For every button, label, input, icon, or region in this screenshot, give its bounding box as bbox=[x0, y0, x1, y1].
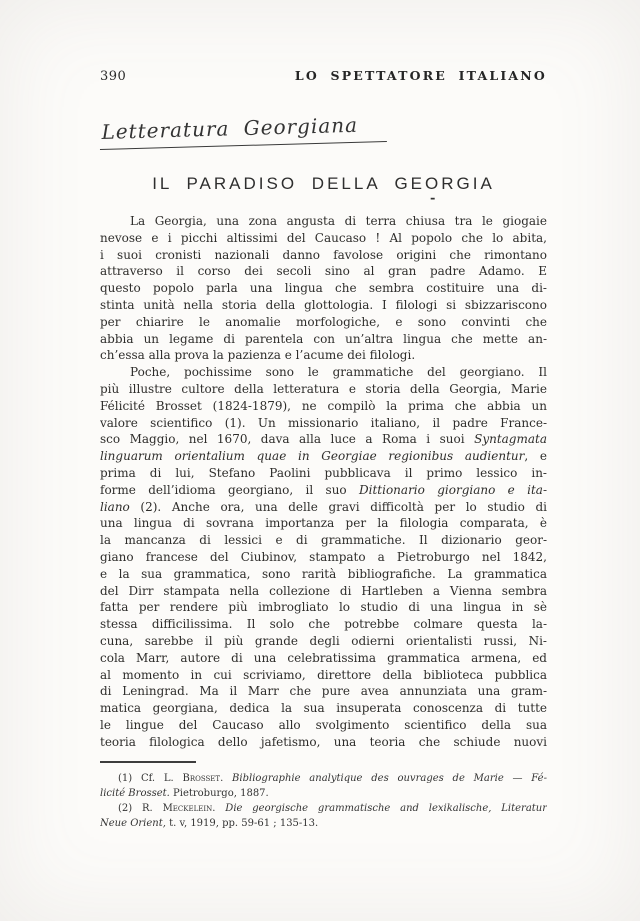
body-line bbox=[100, 633, 547, 650]
footnote bbox=[100, 801, 547, 831]
text-run: ch’essa alla prova la pazienza e l’acume dei filologi. bbox=[100, 348, 416, 363]
italic-text: Die georgische grammatische and lexikalische, Literatur bbox=[225, 802, 547, 814]
footnote-line bbox=[100, 786, 547, 801]
body-line bbox=[100, 616, 547, 633]
body-line bbox=[100, 465, 547, 482]
text-run: abbia un legame di parentela con un’altra lingua che mette an- bbox=[100, 331, 547, 346]
body-line bbox=[100, 683, 547, 700]
italic-text: Neue Orient, bbox=[100, 817, 166, 829]
text-run: sco Maggio, nel 1670, dava alla luce a Roma i suoi bbox=[100, 432, 475, 447]
text-run: , e bbox=[524, 449, 547, 464]
running-head: LO SPETTATORE ITALIANO bbox=[294, 68, 547, 83]
body-line bbox=[100, 734, 547, 751]
text-run: . bbox=[220, 772, 233, 784]
paragraph bbox=[100, 213, 547, 364]
italic-text: liano bbox=[100, 499, 130, 514]
text-run: le lingue del Caucaso allo svolgimento scientifico della sua bbox=[100, 717, 547, 732]
section-label-wrap bbox=[100, 112, 547, 162]
body-line bbox=[100, 230, 547, 247]
text-run: (2) R. bbox=[118, 802, 163, 814]
text-run: i suoi cronisti nazionali danno favolose origini che rimontano bbox=[100, 247, 547, 262]
text-run: più illustre cultore della letteratura e storia della Georgia, Marie bbox=[100, 381, 547, 396]
text-run: (1) Cf. L. bbox=[118, 772, 183, 784]
italic-text: licité Brosset. bbox=[100, 787, 170, 799]
text-run: attraverso il corso dei secoli sino al gran padre Adamo. E bbox=[100, 264, 547, 279]
section-label: Letteratura Georgiana bbox=[99, 112, 386, 150]
text-run: Félicité Brosset (1824-1879), ne compilò la prima che abbia un bbox=[100, 398, 547, 413]
text-run: Pietroburgo, 1887. bbox=[169, 787, 269, 799]
text-run: questo popolo parla una lingua che sembra costituire una di- bbox=[100, 281, 547, 296]
italic-text: linguarum orientalium quae in Georgiae regionibus audientur bbox=[100, 449, 525, 464]
body-line bbox=[100, 213, 547, 230]
text-run: stessa difficilissima. Il solo che potrebbe colmare questa la- bbox=[100, 617, 547, 632]
body-line bbox=[100, 280, 547, 297]
body-line bbox=[100, 499, 547, 516]
article-body bbox=[100, 213, 547, 751]
text-run: la mancanza di lessici e di grammatiche. Il dizionario geor- bbox=[100, 533, 547, 548]
text-run: cola Marr, autore di una celebratissima grammatica armena, ed bbox=[100, 650, 547, 665]
text-run: t. v, 1919, pp. 59-61 ; 135-13. bbox=[165, 817, 319, 829]
footnote-line bbox=[100, 771, 547, 786]
body-line bbox=[100, 347, 547, 364]
footnote-line bbox=[100, 801, 547, 816]
text-run: teoria filologica dello jafetismo, una teoria che schiude nuovi bbox=[100, 734, 547, 749]
body-line bbox=[100, 247, 547, 264]
body-line bbox=[100, 583, 547, 600]
text-run: matica georgiana, dedica la sua insuperata conoscenza di tutte bbox=[100, 701, 547, 716]
footnote-rule bbox=[100, 761, 196, 763]
text-run: stinta unità nella storia della glottologia. I filologi si sbizzariscono bbox=[100, 297, 547, 312]
italic-text: Bibliographie analytique des ouvrages de Marie — Fé- bbox=[232, 772, 547, 784]
smallcaps-text: Brosset bbox=[182, 772, 221, 784]
body-line bbox=[100, 667, 547, 684]
smallcaps-text: Meckelein bbox=[162, 802, 213, 814]
body-line bbox=[100, 700, 547, 717]
text-run: del Dirr stampata nella collezione di Hartleben a Vienna sembra bbox=[100, 583, 547, 598]
text-run: (2). Anche ora, una delle gravi difficoltà per lo studio di bbox=[129, 499, 547, 514]
text-run: fatta per rendere più imbrogliato lo studio di una lingua in sè bbox=[100, 600, 547, 615]
body-line bbox=[100, 515, 547, 532]
footnotes bbox=[100, 771, 547, 831]
title-dash: - bbox=[430, 191, 436, 206]
body-line bbox=[100, 415, 547, 432]
text-run: La Georgia, una zona angusta di terra chiusa tra le giogaie bbox=[130, 214, 547, 228]
body-line bbox=[100, 331, 547, 348]
footnote bbox=[100, 771, 547, 801]
body-line bbox=[100, 599, 547, 616]
body-line bbox=[100, 381, 547, 398]
italic-text: Syntagmata bbox=[474, 432, 547, 447]
footnote-line bbox=[100, 816, 547, 831]
page-header bbox=[100, 68, 547, 84]
body-line bbox=[100, 398, 547, 415]
body-line bbox=[100, 364, 547, 381]
article-title: IL PARADISO DELLA GEORGIA bbox=[152, 174, 495, 193]
text-run: una lingua di sovrana importanza per la filologia comparata, è bbox=[100, 516, 547, 531]
body-line bbox=[100, 482, 547, 499]
text-run: al momento in cui scriviamo, direttore della biblioteca pubblica bbox=[100, 667, 547, 682]
body-line bbox=[100, 549, 547, 566]
body-line bbox=[100, 448, 547, 465]
text-run: nevose e i picchi altissimi del Caucaso ! Al popolo che lo abita, bbox=[100, 230, 547, 245]
text-run: . bbox=[212, 802, 226, 814]
text-run: per chiarire le anomalie morfologiche, e sono convinti che bbox=[100, 314, 547, 329]
body-line bbox=[100, 297, 547, 314]
italic-text: Dittionario giorgiano e ita- bbox=[359, 482, 547, 497]
page-number: 390 bbox=[100, 69, 127, 84]
text-run: cuna, sarebbe il più grande degli odierni orientalisti russi, Ni- bbox=[100, 633, 547, 648]
text-run: prima di lui, Stefano Paolini pubblicava il primo lessico in- bbox=[100, 465, 547, 480]
body-line bbox=[100, 314, 547, 331]
body-line bbox=[100, 532, 547, 549]
body-line bbox=[100, 650, 547, 667]
text-run: e la sua grammatica, sono rarità bibliografiche. La grammatica bbox=[100, 566, 547, 581]
body-line bbox=[100, 717, 547, 734]
text-run: giano francese del Ciubinov, stampato a Pietroburgo nel 1842, bbox=[100, 549, 547, 564]
body-line bbox=[100, 431, 547, 448]
text-run: Poche, pochissime sono le grammatiche del georgiano. Il bbox=[130, 365, 547, 380]
text-run: di Leningrad. Ma il Marr che pure avea annunziata una gram- bbox=[100, 684, 547, 699]
body-line bbox=[100, 566, 547, 583]
body-line bbox=[100, 263, 547, 280]
text-run: valore scientifico (1). Un missionario italiano, il padre France- bbox=[100, 415, 547, 430]
paragraph bbox=[100, 364, 547, 750]
text-run: forme dell’idioma georgiano, il suo bbox=[100, 482, 360, 497]
